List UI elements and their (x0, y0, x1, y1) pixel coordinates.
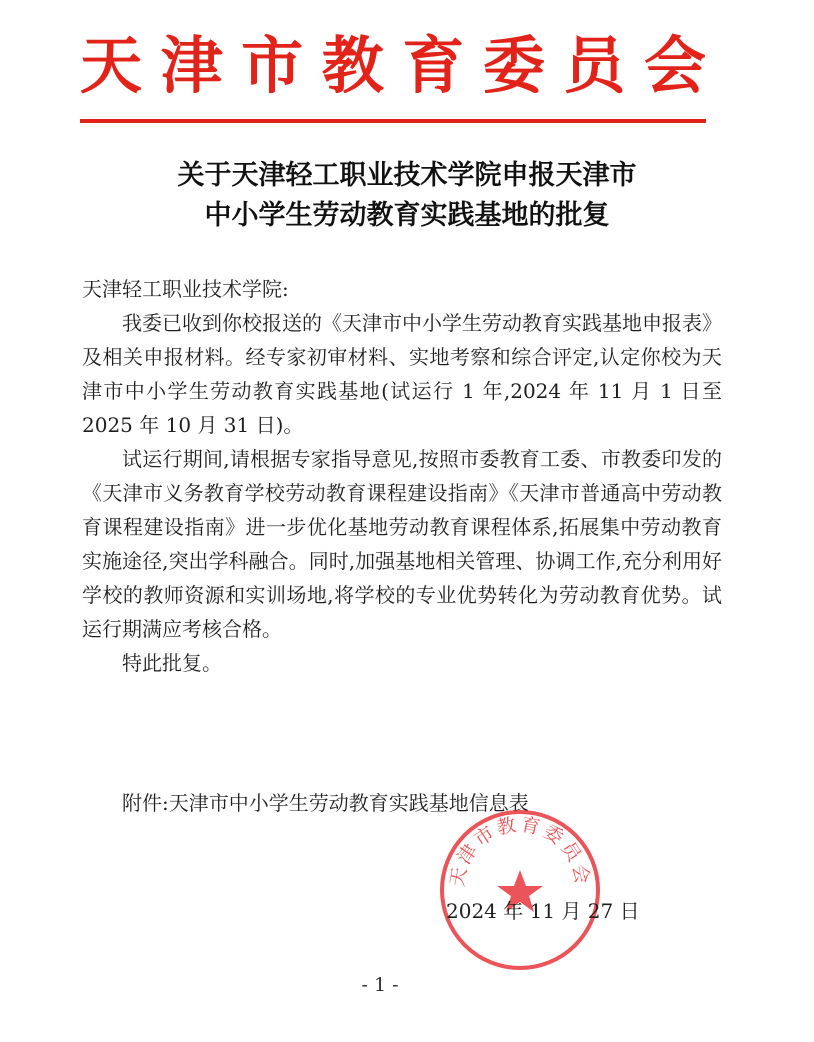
document-body (82, 272, 722, 680)
masthead-char: 育 (402, 29, 465, 102)
red-divider-rule (80, 119, 706, 123)
masthead-char: 市 (241, 29, 304, 102)
body-paragraph: 试运行期间,请根据专家指导意见,按照市委教育工委、市教委印发的《天津市义务教育学校劳动教育课程建设指南》《天津市普通高中劳动教育课程建设指南》进一步优化基地劳动教育课程体系,拓展集中劳动教育实施途径,突出学科融合。同时,加强基地相关管理、协调工作,充分利用好学校的教师资源和实训场地,将学校的专业优势转化为劳动教育优势。试运行期满应考核合格。 (82, 447, 722, 641)
masthead-char: 员 (563, 29, 626, 102)
document-title-line: 关于天津轻工职业技术学院申报天津市 (177, 160, 637, 191)
salutation: 天津轻工职业技术学院: (82, 277, 289, 301)
masthead-char: 津 (160, 29, 223, 102)
body-paragraph: 我委已收到你校报送的《天津市中小学生劳动教育实践基地申报表》及相关申报材料。经专家初审材料、实地考察和综合评定,认定你校为天津市中小学生劳动教育实践基地(试运行 1 年,2024 年 11 月 1 日至 2025 年 10 月 31 日)。 (82, 311, 722, 437)
document-title-line: 中小学生劳动教育实践基地的批复 (204, 200, 610, 231)
page-number: - 1 - (361, 974, 399, 996)
masthead-title (80, 26, 706, 106)
masthead-char: 天 (80, 29, 143, 102)
masthead-char: 教 (321, 29, 384, 102)
issue-date: 2024 年 11 月 27 日 (446, 899, 640, 923)
body-paragraph: 特此批复。 (122, 651, 222, 675)
document-title (80, 156, 734, 236)
masthead-char: 会 (643, 29, 706, 102)
attachment-line: 附件:天津市中小学生劳动教育实践基地信息表 (122, 791, 529, 815)
official-seal-stamp (438, 808, 602, 972)
masthead-char: 委 (482, 29, 545, 102)
svg-text:天津市教育委员会: 天津市教育委员会 (446, 813, 594, 889)
